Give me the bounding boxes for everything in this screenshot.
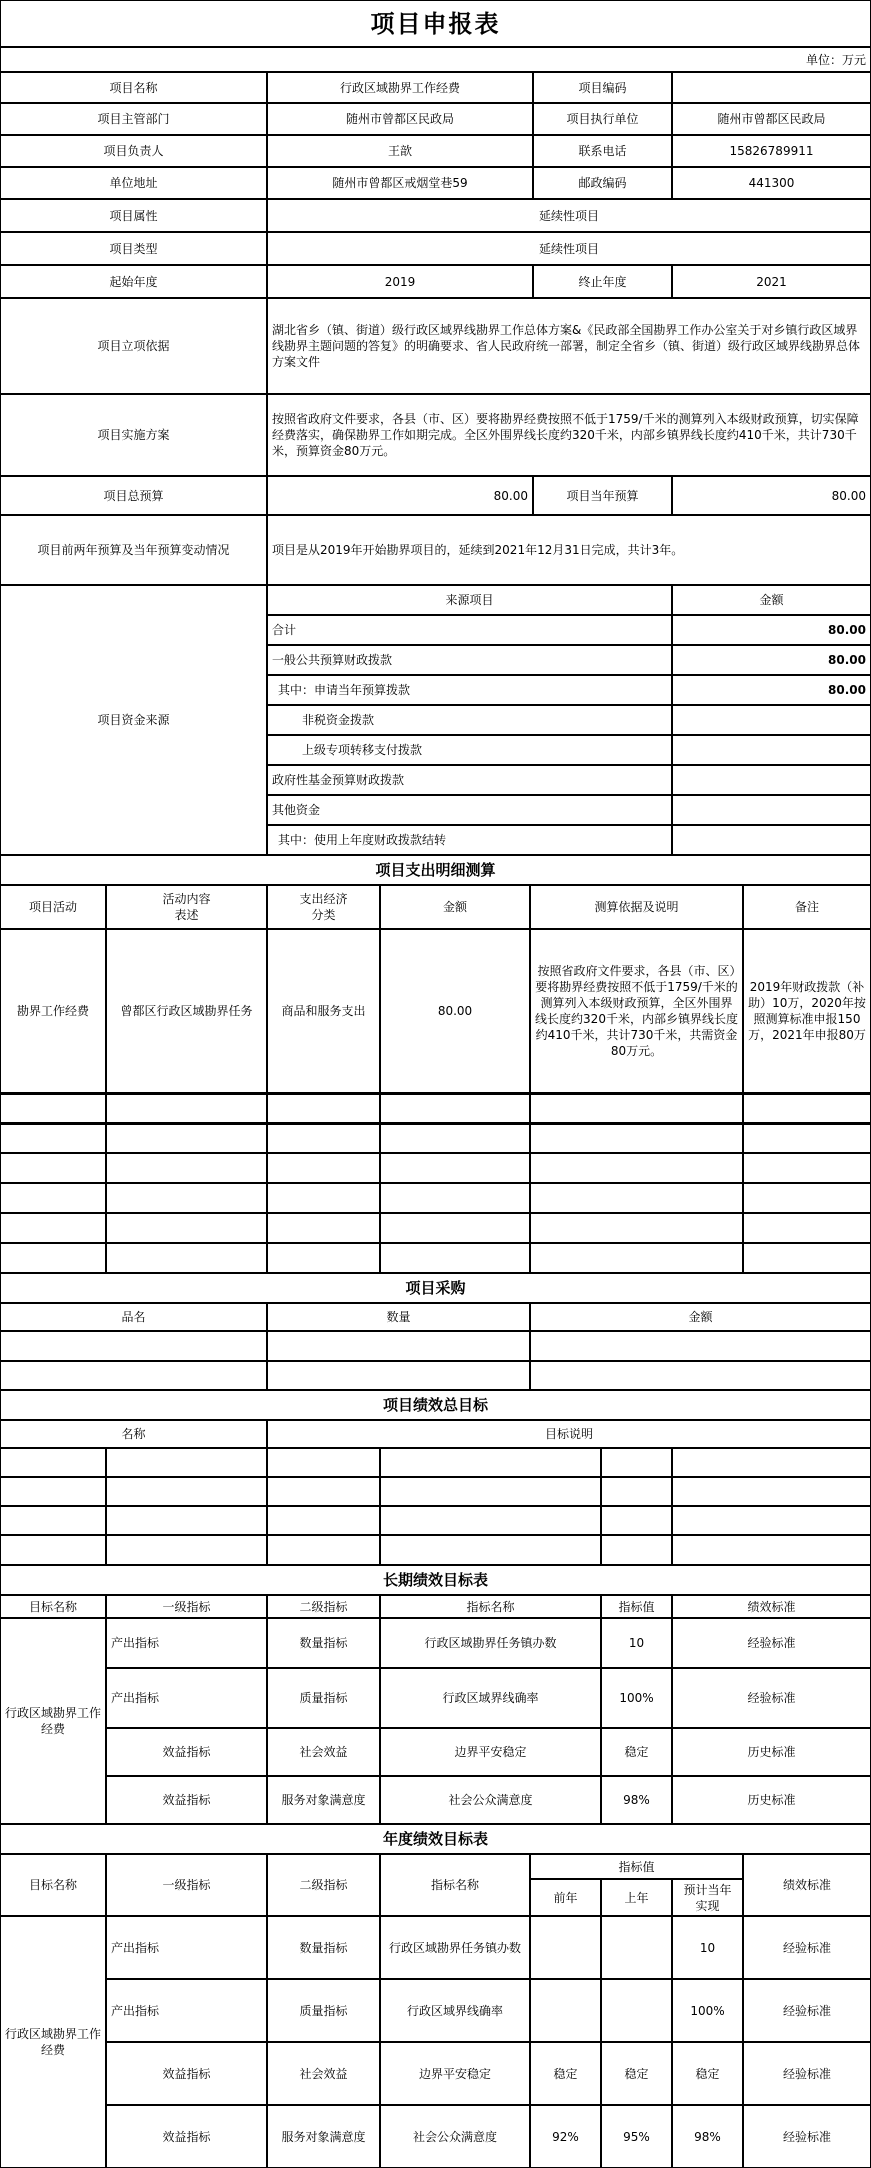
funding-head-amount: 金额 [672, 585, 871, 615]
empty-cell [380, 1243, 530, 1273]
annual-l1: 效益指标 [106, 2105, 267, 2168]
annual-prev1-value: 稳定 [601, 2042, 672, 2105]
empty-cell [106, 1535, 267, 1565]
empty-cell [267, 1448, 380, 1477]
longterm-indicator: 社会公众满意度 [380, 1776, 601, 1824]
longterm-l2: 社会效益 [267, 1728, 380, 1776]
procurement-section-title: 项目采购 [0, 1273, 871, 1303]
empty-cell [530, 1243, 743, 1273]
empty-cell [267, 1331, 530, 1361]
overall-head-desc: 目标说明 [267, 1420, 871, 1448]
longterm-standard: 历史标准 [672, 1776, 871, 1824]
dept-value: 随州市曾都区民政局 [267, 103, 533, 135]
expense-note: 2019年财政拨款（补助）10万，2020年按照测算标准申报150万，2021年申报80万 [743, 929, 871, 1093]
exec-unit-label: 项目执行单位 [533, 103, 672, 135]
longterm-standard: 历史标准 [672, 1728, 871, 1776]
expense-amount: 80.00 [380, 929, 530, 1093]
annual-prev1-value: 95% [601, 2105, 672, 2168]
longterm-indicator: 行政区域界线确率 [380, 1668, 601, 1728]
funding-row-amount [672, 735, 871, 765]
total-budget-value: 80.00 [267, 476, 533, 515]
annual-subhead-current: 预计当年 实现 [672, 1879, 743, 1916]
empty-cell [530, 1213, 743, 1243]
zip-value: 441300 [672, 167, 871, 199]
longterm-head-standard: 绩效标准 [672, 1595, 871, 1618]
annual-head-name: 指标名称 [380, 1854, 530, 1916]
attribute-label: 项目属性 [0, 199, 267, 232]
funding-row-name: 上级专项转移支付拨款 [267, 735, 672, 765]
annual-section-title: 年度绩效目标表 [0, 1824, 871, 1854]
funding-row-amount [672, 765, 871, 795]
longterm-head-value: 指标值 [601, 1595, 672, 1618]
longterm-target-name: 行政区域勘界工作经费 [0, 1618, 106, 1824]
funding-row-amount: 80.00 [672, 615, 871, 645]
thick-divider [0, 1093, 871, 1095]
longterm-indicator: 边界平安稳定 [380, 1728, 601, 1776]
empty-cell [380, 1477, 601, 1506]
empty-cell [267, 1243, 380, 1273]
empty-cell [743, 1123, 871, 1153]
funding-source-label: 项目资金来源 [0, 585, 267, 855]
empty-cell [106, 1183, 267, 1213]
longterm-l1: 效益指标 [106, 1728, 267, 1776]
budget-change-value: 项目是从2019年开始勘界项目的，延续到2021年12月31日完成，共计3年。 [267, 515, 871, 585]
funding-row-amount [672, 825, 871, 855]
longterm-l2: 质量指标 [267, 1668, 380, 1728]
implementation-value: 按照省政府文件要求，各县（市、区）要将勘界经费按照不低于1759/千米的测算列入本级财政预算，切实保障经费落实，确保勘界工作如期完成。全区外围界线长度约320千米，内部乡镇界线长度约410千米，共计730千米，预算资金80万元。 [267, 394, 871, 476]
annual-prev2-value: 稳定 [530, 2042, 601, 2105]
project-name-label: 项目名称 [0, 72, 267, 103]
funding-row-amount: 80.00 [672, 645, 871, 675]
funding-row-name: 其中：申请当年预算拨款 [267, 675, 672, 705]
empty-cell [106, 1477, 267, 1506]
basis-value: 湖北省乡（镇、街道）级行政区域界线勘界工作总体方案&《民政部全国勘界工作办公室关于对乡镇行政区域界线勘界主题问题的答复》的明确要求、省人民政府统一部署，制定全省乡（镇、街道）级行政区域界线勘界总体方案文件 [267, 298, 871, 394]
annual-current-value: 98% [672, 2105, 743, 2168]
phone-value: 15826789911 [672, 135, 871, 167]
empty-cell [0, 1093, 106, 1123]
phone-label: 联系电话 [533, 135, 672, 167]
empty-cell [380, 1213, 530, 1243]
empty-cell [672, 1477, 871, 1506]
empty-cell [672, 1506, 871, 1535]
longterm-head-l2: 二级指标 [267, 1595, 380, 1618]
thick-divider [0, 1123, 871, 1125]
empty-cell [530, 1183, 743, 1213]
annual-standard: 经验标准 [743, 1916, 871, 1979]
expense-head-category: 支出经济 分类 [267, 885, 380, 929]
annual-prev1-value [601, 1916, 672, 1979]
dept-label: 项目主管部门 [0, 103, 267, 135]
longterm-l1: 效益指标 [106, 1776, 267, 1824]
expense-activity: 勘界工作经费 [0, 929, 106, 1093]
annual-head-target: 目标名称 [0, 1854, 106, 1916]
address-value: 随州市曾都区戒烟堂巷59 [267, 167, 533, 199]
year-budget-value: 80.00 [672, 476, 871, 515]
empty-cell [743, 1153, 871, 1183]
empty-cell [106, 1123, 267, 1153]
empty-cell [380, 1535, 601, 1565]
annual-current-value: 100% [672, 1979, 743, 2042]
expense-category: 商品和服务支出 [267, 929, 380, 1093]
annual-head-standard: 绩效标准 [743, 1854, 871, 1916]
longterm-standard: 经验标准 [672, 1618, 871, 1668]
expense-head-basis: 测算依据及说明 [530, 885, 743, 929]
annual-subhead-prev2: 前年 [530, 1879, 601, 1916]
exec-unit-value: 随州市曾都区民政局 [672, 103, 871, 135]
empty-cell [601, 1448, 672, 1477]
empty-cell [0, 1361, 267, 1390]
funding-head-source: 来源项目 [267, 585, 672, 615]
basis-label: 项目立项依据 [0, 298, 267, 394]
type-label: 项目类型 [0, 232, 267, 265]
start-year-value: 2019 [267, 265, 533, 298]
form-title: 项目申报表 [0, 0, 871, 47]
budget-change-label: 项目前两年预算及当年预算变动情况 [0, 515, 267, 585]
start-year-label: 起始年度 [0, 265, 267, 298]
annual-l2: 社会效益 [267, 2042, 380, 2105]
empty-cell [0, 1153, 106, 1183]
empty-cell [0, 1331, 267, 1361]
empty-cell [530, 1093, 743, 1123]
project-code-label: 项目编码 [533, 72, 672, 103]
annual-l1: 产出指标 [106, 1979, 267, 2042]
funding-row-amount [672, 795, 871, 825]
empty-cell [106, 1093, 267, 1123]
annual-head-l1: 一级指标 [106, 1854, 267, 1916]
procurement-head-qty: 数量 [267, 1303, 530, 1331]
leader-value: 王歆 [267, 135, 533, 167]
empty-cell [0, 1535, 106, 1565]
annual-prev1-value [601, 1979, 672, 2042]
empty-cell [530, 1331, 871, 1361]
funding-row-name: 政府性基金预算财政拨款 [267, 765, 672, 795]
annual-l2: 服务对象满意度 [267, 2105, 380, 2168]
empty-cell [530, 1153, 743, 1183]
annual-l2: 质量指标 [267, 1979, 380, 2042]
empty-cell [267, 1093, 380, 1123]
zip-label: 邮政编码 [533, 167, 672, 199]
empty-cell [267, 1153, 380, 1183]
longterm-l1: 产出指标 [106, 1618, 267, 1668]
empty-cell [267, 1361, 530, 1390]
empty-cell [743, 1093, 871, 1123]
unit-label: 单位：万元 [0, 47, 871, 72]
empty-cell [380, 1153, 530, 1183]
annual-prev2-value [530, 1979, 601, 2042]
end-year-label: 终止年度 [533, 265, 672, 298]
empty-cell [601, 1506, 672, 1535]
empty-cell [530, 1361, 871, 1390]
implementation-label: 项目实施方案 [0, 394, 267, 476]
empty-cell [0, 1448, 106, 1477]
funding-row-amount [672, 705, 871, 735]
empty-cell [380, 1183, 530, 1213]
project-name-value: 行政区域勘界工作经费 [267, 72, 533, 103]
empty-cell [0, 1477, 106, 1506]
expense-head-activity: 项目活动 [0, 885, 106, 929]
annual-indicator: 社会公众满意度 [380, 2105, 530, 2168]
funding-row-amount: 80.00 [672, 675, 871, 705]
annual-l1: 效益指标 [106, 2042, 267, 2105]
funding-row-name: 非税资金拨款 [267, 705, 672, 735]
leader-label: 项目负责人 [0, 135, 267, 167]
expense-head-note: 备注 [743, 885, 871, 929]
annual-prev2-value: 92% [530, 2105, 601, 2168]
funding-row-name: 其他资金 [267, 795, 672, 825]
longterm-value: 100% [601, 1668, 672, 1728]
procurement-head-item: 品名 [0, 1303, 267, 1331]
overall-head-name: 名称 [0, 1420, 267, 1448]
empty-cell [380, 1448, 601, 1477]
empty-cell [743, 1183, 871, 1213]
longterm-value: 98% [601, 1776, 672, 1824]
annual-head-l2: 二级指标 [267, 1854, 380, 1916]
address-label: 单位地址 [0, 167, 267, 199]
longterm-head-name: 指标名称 [380, 1595, 601, 1618]
empty-cell [672, 1535, 871, 1565]
funding-row-name: 合计 [267, 615, 672, 645]
annual-indicator: 边界平安稳定 [380, 2042, 530, 2105]
longterm-l2: 数量指标 [267, 1618, 380, 1668]
year-budget-label: 项目当年预算 [533, 476, 672, 515]
annual-l2: 数量指标 [267, 1916, 380, 1979]
empty-cell [267, 1535, 380, 1565]
annual-indicator: 行政区域界线确率 [380, 1979, 530, 2042]
annual-standard: 经验标准 [743, 1979, 871, 2042]
longterm-head-target: 目标名称 [0, 1595, 106, 1618]
annual-head-value: 指标值 [530, 1854, 743, 1879]
attribute-value: 延续性项目 [267, 199, 871, 232]
empty-cell [380, 1093, 530, 1123]
empty-cell [530, 1123, 743, 1153]
empty-cell [106, 1153, 267, 1183]
annual-standard: 经验标准 [743, 2105, 871, 2168]
empty-cell [0, 1123, 106, 1153]
empty-cell [601, 1477, 672, 1506]
annual-standard: 经验标准 [743, 2042, 871, 2105]
longterm-l1: 产出指标 [106, 1668, 267, 1728]
annual-indicator: 行政区域勘界任务镇办数 [380, 1916, 530, 1979]
end-year-value: 2021 [672, 265, 871, 298]
empty-cell [0, 1506, 106, 1535]
empty-cell [0, 1243, 106, 1273]
expense-head-content: 活动内容 表述 [106, 885, 267, 929]
empty-cell [267, 1183, 380, 1213]
annual-subhead-prev1: 上年 [601, 1879, 672, 1916]
funding-row-name: 一般公共预算财政拨款 [267, 645, 672, 675]
longterm-value: 10 [601, 1618, 672, 1668]
empty-cell [106, 1243, 267, 1273]
annual-current-value: 10 [672, 1916, 743, 1979]
empty-cell [0, 1183, 106, 1213]
type-value: 延续性项目 [267, 232, 871, 265]
longterm-indicator: 行政区域勘界任务镇办数 [380, 1618, 601, 1668]
empty-cell [267, 1213, 380, 1243]
annual-current-value: 稳定 [672, 2042, 743, 2105]
longterm-l2: 服务对象满意度 [267, 1776, 380, 1824]
empty-cell [106, 1213, 267, 1243]
empty-cell [743, 1213, 871, 1243]
total-budget-label: 项目总预算 [0, 476, 267, 515]
empty-cell [380, 1506, 601, 1535]
longterm-standard: 经验标准 [672, 1668, 871, 1728]
procurement-head-amount: 金额 [530, 1303, 871, 1331]
expense-section-title: 项目支出明细测算 [0, 855, 871, 885]
annual-target-name: 行政区域勘界工作经费 [0, 1916, 106, 2168]
project-code-value [672, 72, 871, 103]
empty-cell [267, 1123, 380, 1153]
expense-head-amount: 金额 [380, 885, 530, 929]
longterm-value: 稳定 [601, 1728, 672, 1776]
annual-prev2-value [530, 1916, 601, 1979]
empty-cell [380, 1123, 530, 1153]
funding-row-name: 其中：使用上年度财政拨款结转 [267, 825, 672, 855]
annual-l1: 产出指标 [106, 1916, 267, 1979]
longterm-head-l1: 一级指标 [106, 1595, 267, 1618]
empty-cell [743, 1243, 871, 1273]
empty-cell [267, 1477, 380, 1506]
empty-cell [267, 1506, 380, 1535]
expense-content: 曾都区行政区域勘界任务 [106, 929, 267, 1093]
empty-cell [106, 1506, 267, 1535]
empty-cell [0, 1213, 106, 1243]
longterm-section-title: 长期绩效目标表 [0, 1565, 871, 1595]
empty-cell [672, 1448, 871, 1477]
expense-basis: 按照省政府文件要求，各县（市、区）要将勘界经费按照不低于1759/千米的测算列入本级财政预算，全区外围界线长度约320千米，内部乡镇界线长度约410千米，共计730千米，共需资金80万元。 [530, 929, 743, 1093]
overall-target-section-title: 项目绩效总目标 [0, 1390, 871, 1420]
empty-cell [106, 1448, 267, 1477]
empty-cell [601, 1535, 672, 1565]
